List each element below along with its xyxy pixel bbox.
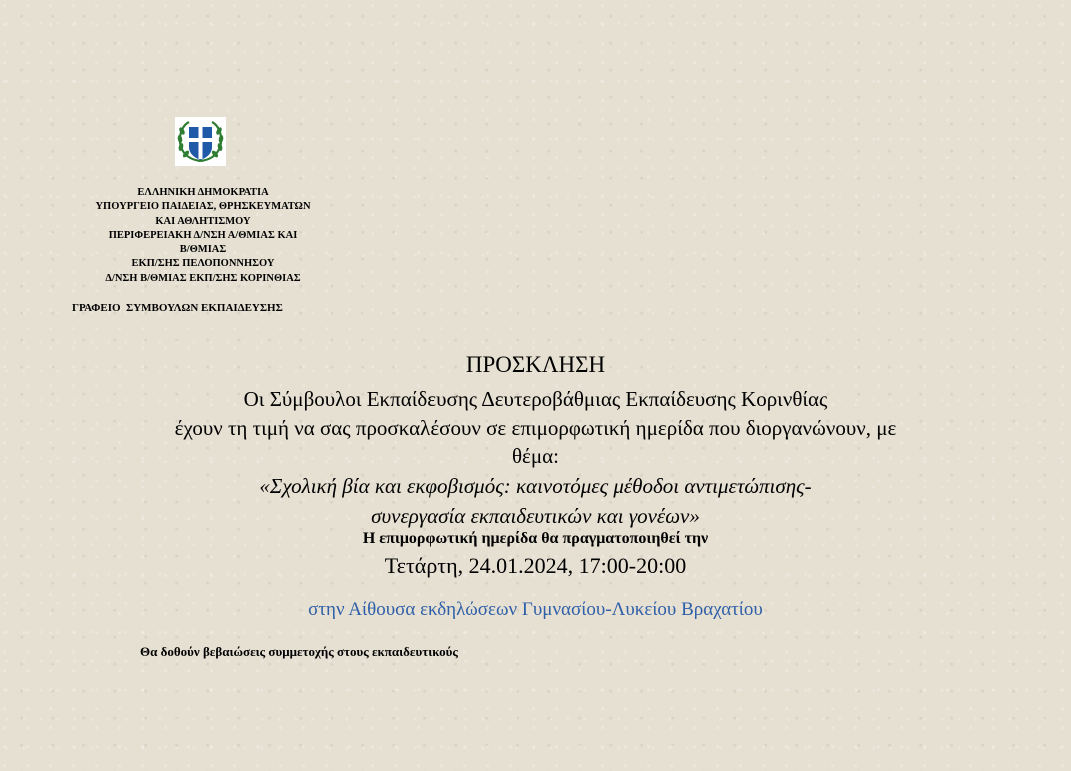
letterhead-line: ΕΚΠ/ΣΗΣ ΠΕΛΟΠΟΝΝΗΣΟΥ	[131, 258, 275, 270]
invitation-text-cont: θέμα:	[512, 444, 559, 468]
letterhead-line: ΥΠΟΥΡΓΕΙΟ ΠΑΙΔΕΙΑΣ, ΘΡΗΣΚΕΥΜΑΤΩΝ	[95, 201, 311, 213]
letterhead-line: ΠΕΡΙΦΕΡΕΙΑΚΗ Δ/ΝΣΗ Α/ΘΜΙΑΣ ΚΑΙ	[108, 229, 298, 241]
letterhead-line: Δ/ΝΣΗ Β/ΘΜΙΑΣ ΕΚΠ/ΣΗΣ ΚΟΡΙΝΘΙΑΣ	[105, 272, 301, 284]
event-topic: «Σχολική βία και εκφοβισμός: καινοτόμες μέθοδοι αντιμετώπισης-	[259, 474, 812, 498]
letterhead-line: ΕΛΛΗΝΙΚΗ ΔΗΜΟΚΡΑΤΙΑ	[137, 187, 269, 198]
certificates-note: Θα δοθούν βεβαιώσεις συμμετοχής στους εκπαιδευτικούς	[140, 644, 458, 659]
event-datetime: Τετάρτη, 24.01.2024, 17:00-20:00	[384, 553, 687, 578]
office-name: ΓΡΑΦΕΙΟ ΣΥΜΒΟΥΛΩΝ ΕΚΠΑΙΔΕΥΣΗΣ	[72, 302, 283, 314]
event-topic-cont: συνεργασία εκπαιδευτικών και γονέων»	[371, 504, 700, 528]
letterhead-line: Β/ΘΜΙΑΣ	[179, 244, 227, 256]
invitation-text: έχουν τη τιμή να σας προσκαλέσουν σε επιμορφωτική ημερίδα που διοργανώνουν, με	[174, 416, 897, 440]
event-date-lead: Η επιμορφωτική ημερίδα θα πραγματοποιηθεί την	[362, 530, 709, 547]
event-venue: στην Αίθουσα εκδηλώσεων Γυμνασίου-Λυκείου Βραχατίου	[308, 599, 763, 620]
letterhead-line: ΚΑΙ ΑΘΛΗΤΙΣΜΟΥ	[155, 215, 251, 227]
greek-republic-emblem-icon	[175, 117, 226, 166]
invitation-title: ΠΡΟΣΚΛΗΣΗ	[465, 352, 606, 377]
invitation-hosts: Οι Σύμβουλοι Εκπαίδευσης Δευτεροβάθμιας Εκπαίδευσης Κορινθίας	[243, 387, 828, 411]
letterhead	[70, 186, 336, 286]
